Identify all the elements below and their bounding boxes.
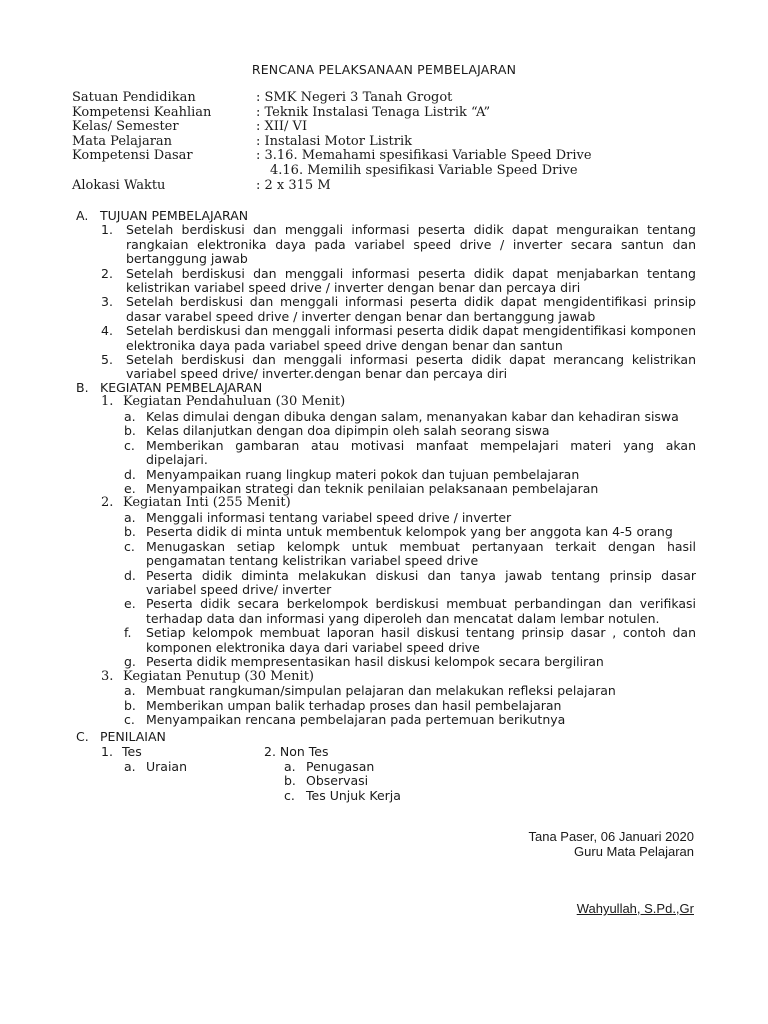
item-text: Memberikan umpan balik terhadap proses dan hasil pembelajaran: [146, 697, 562, 713]
section-letter: C.: [76, 729, 89, 744]
list-item: [76, 439, 696, 468]
info-label: Kompetensi Keahlian: [72, 104, 212, 120]
info-label: Mata Pelajaran: [72, 133, 173, 149]
section-heading: [76, 730, 696, 744]
item-text: Menggali informasi tentang variabel speed drive / inverter: [146, 510, 512, 526]
info-value: : XII/ VI: [256, 119, 308, 135]
activity-heading: [76, 496, 696, 511]
list-item: [76, 655, 696, 669]
tes-label: Tes: [122, 744, 142, 759]
item-text: Setelah berdiskusi dan menggali informasi peserta didik dapat mengidentifikasi komponen elektronika daya pada variabel speed drive dengan benar dan santun: [126, 323, 696, 353]
document-title: RENCANA PELAKSANAAN PEMBELAJARAN: [251, 62, 517, 77]
item-text: Memberikan gambaran atau motivasi manfaat mempelajari materi yang akan dipelajari.: [146, 437, 696, 468]
item-letter: a.: [124, 409, 136, 424]
item-text: Peserta didik secara berkelompok berdiskusi membuat perbandingan dan verifikasi terhadap data dan informasi yang diperoleh dan mencatat dalam lembar notulen.: [146, 596, 696, 626]
section-penilaian: [76, 730, 696, 744]
list-item: [76, 410, 696, 424]
list-item: [76, 353, 696, 382]
item-letter: b.: [124, 423, 136, 439]
item-number: 5.: [101, 352, 113, 368]
signature-place-date: Tana Paser, 06 Januari 2020: [528, 829, 694, 844]
list-item: [76, 684, 696, 698]
section-letter: B.: [76, 380, 89, 395]
list-item: [76, 569, 696, 598]
item-text: Setelah berdiskusi dan menggali informasi peserta didik dapat merancang kelistrikan variabel speed drive/ inverter.dengan benar dan percaya diri: [126, 352, 696, 382]
item-letter: e.: [124, 596, 136, 612]
activity-number: 2.: [101, 495, 114, 511]
nontes-item: Penugasan: [306, 759, 375, 774]
item-text: Menugaskan setiap kelompk untuk membuat pertanyaan terkait dengan hasil pengamatan tentang kelistrikan variabel speed drive: [146, 538, 696, 569]
info-value: : SMK Negeri 3 Tanah Grogot: [256, 90, 453, 105]
section-kegiatan: [76, 381, 696, 727]
section-letter: A.: [76, 208, 89, 223]
tes-sub-letter: a.: [124, 759, 136, 774]
item-text: Peserta didik diminta melakukan diskusi dan tanya jawab tentang prinsip dasar variabel speed drive/ inverter: [146, 567, 696, 598]
section-title: TUJUAN PEMBELAJARAN: [100, 208, 249, 223]
item-text: Setelah berdiskusi dan menggali informasi peserta didik dapat menguraikan tentang rangkaian elektronika daya pada variabel speed drive / inverter secara santun dan bertanggung jawab: [126, 222, 696, 267]
info-value: : 2 x 315 M: [256, 177, 331, 193]
list-item: [76, 424, 696, 438]
section-tujuan: [76, 209, 696, 382]
item-letter: g.: [124, 654, 136, 670]
section-title: PENILAIAN: [100, 729, 166, 744]
activity-number: 1.: [101, 394, 114, 410]
info-value: 4.16. Memilih spesifikasi Variable Speed Drive: [270, 162, 578, 178]
item-letter: c.: [124, 538, 135, 554]
list-item: [76, 468, 696, 482]
item-text: Setelah berdiskusi dan menggali informasi peserta didik dapat menjabarkan tentang kelistrikan variabel speed drive / inverter dengan benar dan percaya diri: [126, 265, 696, 296]
item-text: Menyampaikan ruang lingkup materi pokok dan tujuan pembelajaran: [146, 466, 580, 482]
info-label: Kelas/ Semester: [72, 119, 179, 135]
list-item: [76, 324, 696, 353]
item-text: Menyampaikan rencana pembelajaran pada pertemuan berikutnya: [146, 711, 566, 727]
item-number: 4.: [101, 323, 113, 339]
list-item: [76, 713, 696, 727]
list-item: [76, 597, 696, 626]
item-text: Kelas dimulai dengan dibuka dengan salam, menanyakan kabar dan kehadiran siswa: [146, 409, 679, 424]
tes-sub-item: Uraian: [146, 759, 188, 774]
info-value: : Teknik Instalasi Tenaga Listrik “A”: [256, 104, 491, 120]
list-item: [76, 482, 696, 496]
nontes-letter: c.: [284, 788, 295, 803]
item-text: Peserta didik mempresentasikan hasil diskusi kelompok secara bergiliran: [146, 654, 604, 670]
list-item: [76, 295, 696, 324]
nontes-label: 2. Non Tes: [264, 744, 329, 759]
item-letter: b.: [124, 697, 136, 713]
list-item: [76, 267, 696, 296]
item-number: 3.: [101, 294, 113, 310]
info-value: : 3.16. Memahami spesifikasi Variable Speed Drive: [256, 148, 592, 164]
item-text: Peserta didik di minta untuk membentuk kelompok yang ber anggota kan 4-5 orang: [146, 524, 673, 540]
section-heading: [76, 381, 696, 395]
section-title: KEGIATAN PEMBELAJARAN: [100, 380, 263, 395]
item-letter: c.: [124, 711, 135, 727]
info-value: : Instalasi Motor Listrik: [256, 133, 413, 149]
nontes-letter: a.: [284, 759, 296, 774]
item-letter: a.: [124, 683, 136, 699]
signature-name: Wahyullah, S.Pd.,Gr: [576, 901, 694, 916]
tes-number: 1.: [101, 744, 113, 759]
signature-role: Guru Mata Pelajaran: [574, 844, 694, 859]
item-number: 1.: [101, 222, 113, 238]
activity-heading: [76, 395, 696, 410]
activity-heading: [76, 670, 696, 685]
item-letter: f.: [124, 625, 132, 641]
info-label: Kompetensi Dasar: [72, 148, 193, 164]
item-text: Setelah berdiskusi dan menggali informasi peserta didik dapat mengidentifikasi prinsip dasar varabel speed drive / inverter dengan benar dan bertanggung jawab: [126, 294, 696, 324]
item-text: Menyampaikan strategi dan teknik penilaian pelaksanaan pembelajaran: [146, 481, 599, 497]
info-label: Satuan Pendidikan: [72, 90, 196, 105]
item-number: 2.: [101, 265, 113, 281]
activity-title: Kegiatan Penutup (30 Menit): [123, 668, 314, 684]
list-item: [76, 626, 696, 655]
item-letter: d.: [124, 466, 136, 482]
item-letter: e.: [124, 481, 136, 497]
item-text: Kelas dilanjutkan dengan doa dipimpin oleh salah seorang siswa: [146, 423, 550, 439]
nontes-item: Observasi: [306, 773, 369, 788]
item-letter: c.: [124, 437, 135, 453]
item-text: Setiap kelompok membuat laporan hasil diskusi tentang prinsip dasar , contoh dan komponen elektronika daya dari variabel speed drive: [146, 625, 696, 655]
item-letter: b.: [124, 524, 136, 540]
list-item: [76, 525, 696, 539]
activity-title: Kegiatan Inti (255 Menit): [123, 495, 291, 511]
activity-title: Kegiatan Pendahuluan (30 Menit): [123, 394, 346, 410]
list-item: [76, 540, 696, 569]
item-letter: d.: [124, 567, 136, 583]
activity-number: 3.: [101, 668, 114, 684]
item-letter: a.: [124, 510, 136, 526]
list-item: [76, 511, 696, 525]
section-heading: [76, 209, 696, 223]
nontes-letter: b.: [284, 773, 296, 788]
item-text: Membuat rangkuman/simpulan pelajaran dan melakukan refleksi pelajaran: [146, 683, 616, 699]
info-label: Alokasi Waktu: [72, 177, 166, 193]
list-item: [76, 699, 696, 713]
list-item: [76, 223, 696, 266]
nontes-item: Tes Unjuk Kerja: [306, 788, 401, 803]
